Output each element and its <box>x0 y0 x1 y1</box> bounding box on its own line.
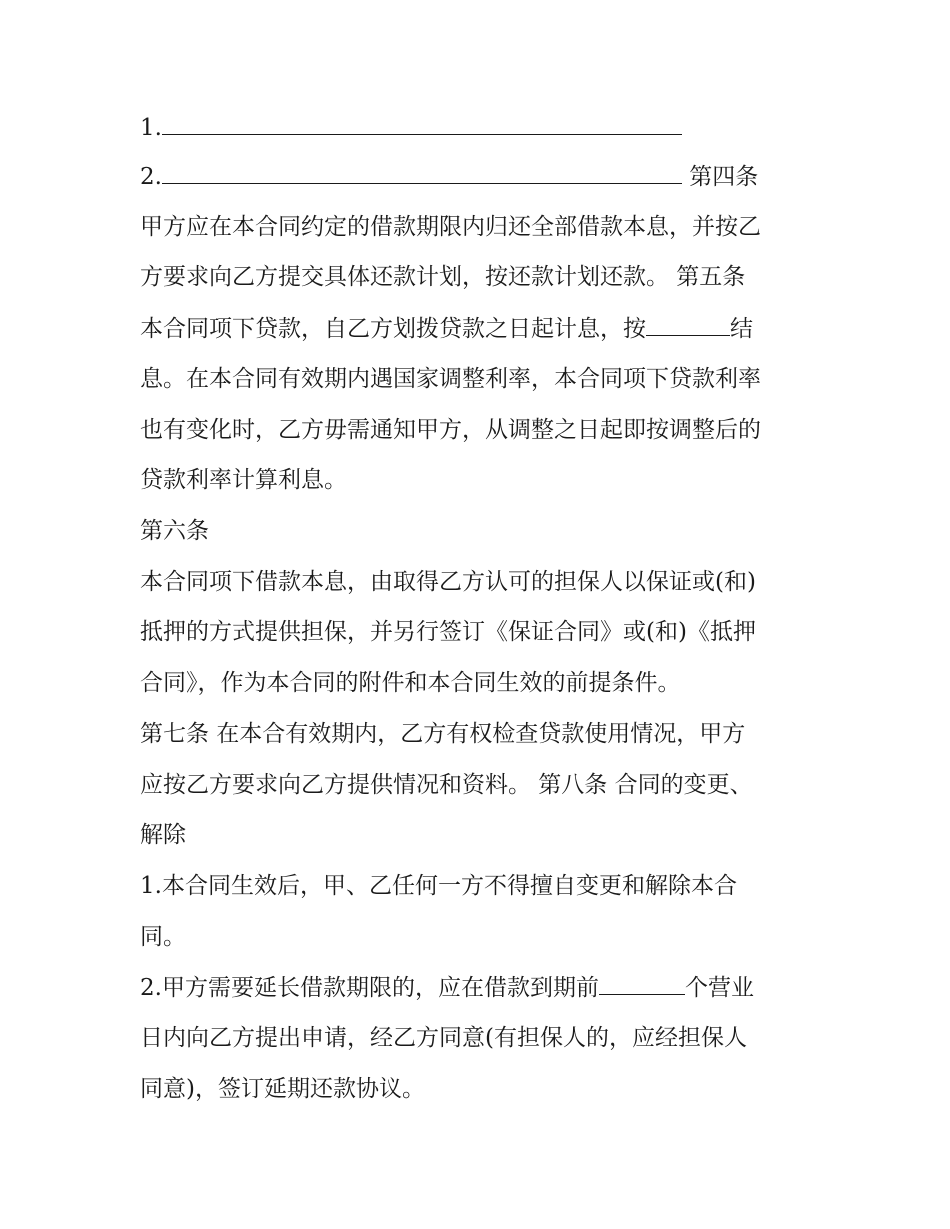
paragraph-line: 甲方应在本合同约定的借款期限内归还全部借款本息，并按乙 <box>140 214 761 240</box>
article-heading: 第四条 <box>681 164 759 190</box>
clause-line-1 <box>140 112 682 142</box>
fill-in-blank[interactable] <box>162 161 682 184</box>
fill-in-blank[interactable] <box>599 972 685 995</box>
fill-in-blank[interactable] <box>162 112 682 135</box>
paragraph-line: 1.本合同生效后，甲、乙任何一方不得擅自变更和解除本合 <box>140 873 737 899</box>
article-heading: 第六条 <box>140 518 209 544</box>
paragraph-line: 解除 <box>140 822 186 848</box>
paragraph-line: 合同》，作为本合同的附件和本合同生效的前提条件。 <box>140 670 681 696</box>
paragraph-line: 息。在本合同有效期内遇国家调整利率，本合同项下贷款利率 <box>140 366 761 392</box>
paragraph-line: 也有变化时，乙方毋需通知甲方，从调整之日起即按调整后的 <box>140 417 761 443</box>
text-segment: 结 <box>730 316 753 342</box>
paragraph-line: 本合同项下借款本息，由取得乙方认可的担保人以保证或(和) <box>140 569 756 595</box>
paragraph-line: 同。 <box>140 924 186 950</box>
text-segment: 个营业 <box>684 975 754 1001</box>
paragraph-line: 日内向乙方提出申请，经乙方同意(有担保人的，应经担保人 <box>140 1025 747 1051</box>
paragraph-line <box>140 313 753 343</box>
paragraph-line: 抵押的方式提供担保，并另行签订《保证合同》或(和)《抵押 <box>140 619 756 645</box>
fill-in-blank[interactable] <box>646 313 730 336</box>
paragraph-line: 同意)，签订延期还款协议。 <box>140 1076 425 1102</box>
text-segment: 2.甲方需要延长借款期限的，应在借款到期前 <box>140 975 599 1001</box>
clause-line-2 <box>140 161 758 191</box>
paragraph-line: 第七条 在本合有效期内，乙方有权检查贷款使用情况，甲方 <box>140 721 746 747</box>
paragraph-line <box>140 972 754 1002</box>
paragraph-line: 贷款利率计算利息。 <box>140 467 347 493</box>
paragraph-line: 方要求向乙方提交具体还款计划，按还款计划还款。 第五条 <box>140 264 746 290</box>
text-segment: 2. <box>140 164 162 190</box>
paragraph-line: 应按乙方要求向乙方提供情况和资料。 第八条 合同的变更、 <box>140 772 753 798</box>
text-segment: 1. <box>140 115 162 141</box>
text-segment: 本合同项下贷款，自乙方划拨贷款之日起计息，按 <box>140 316 646 342</box>
